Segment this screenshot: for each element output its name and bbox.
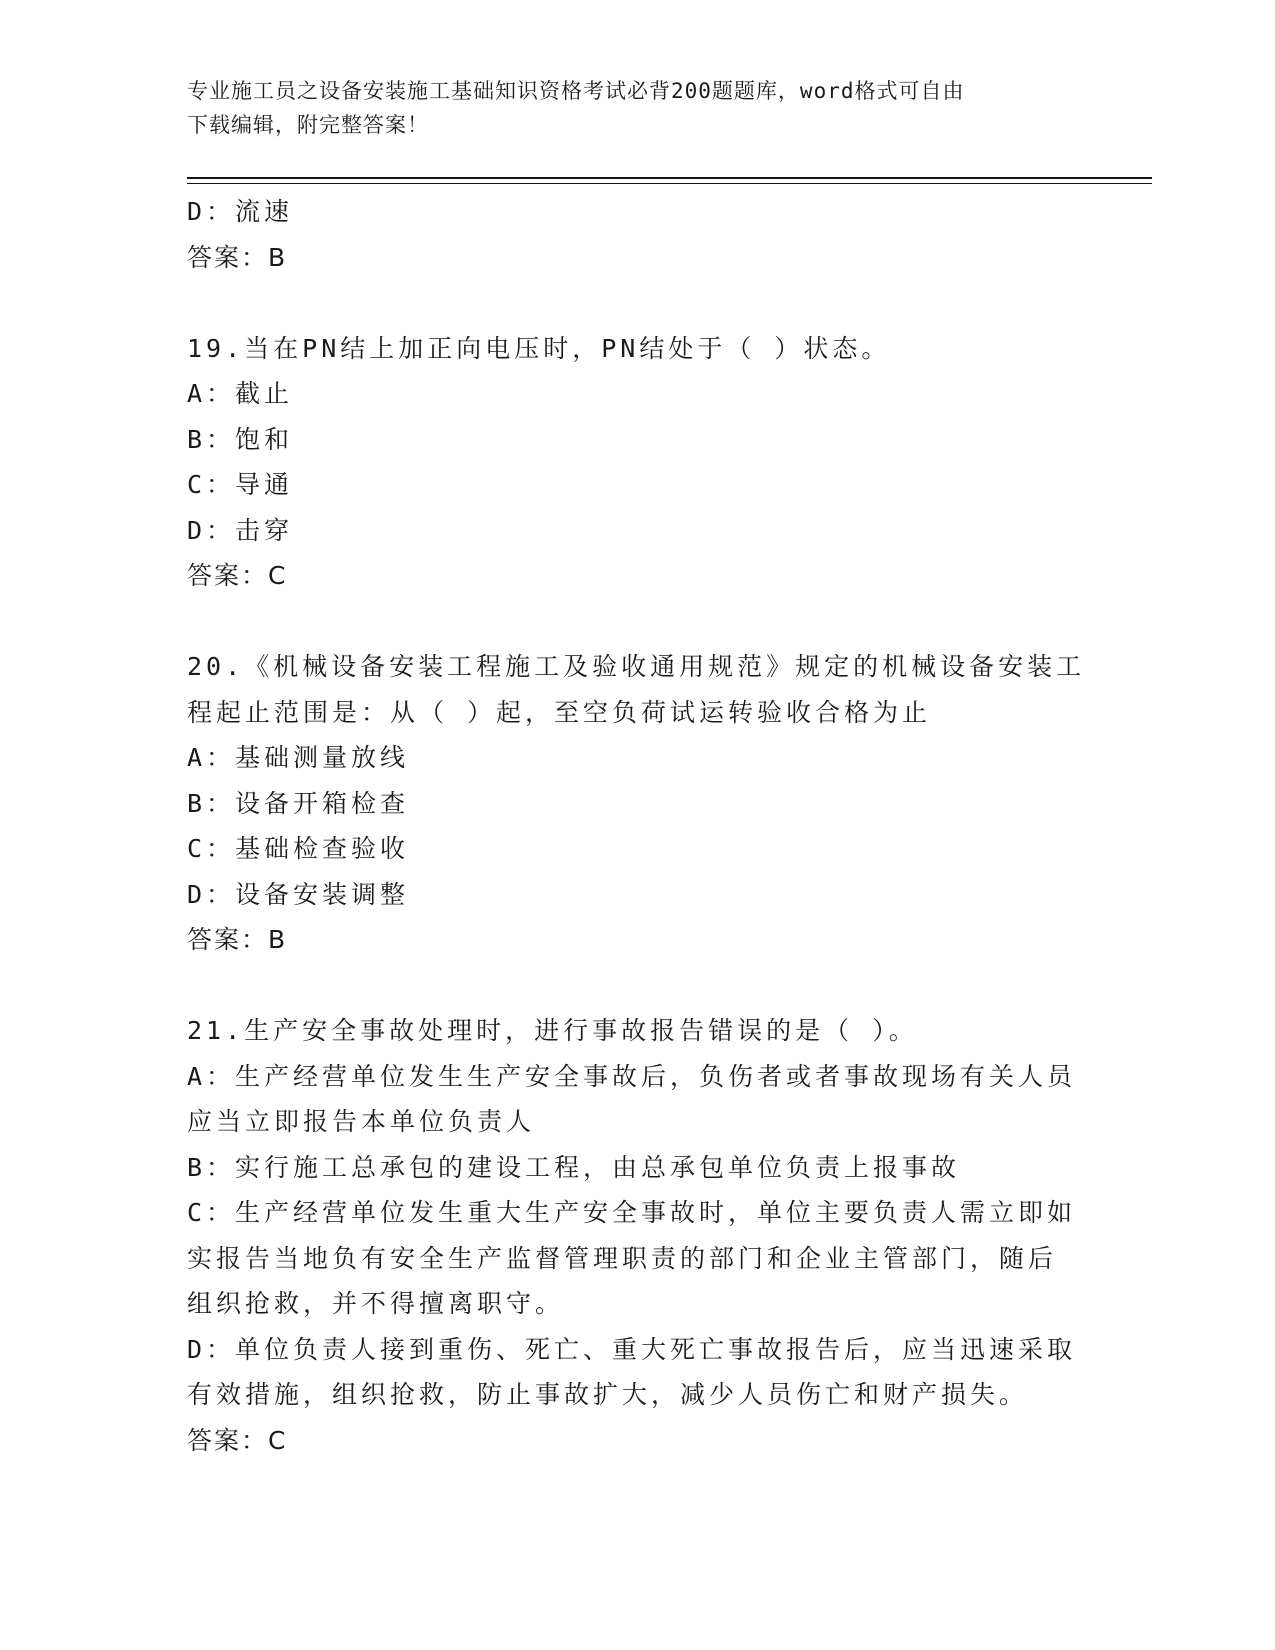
question-19-option-c: C：导通 (187, 470, 294, 499)
question-21-option-c-line-1: C：生产经营单位发生重大生产安全事故时，单位主要负责人需立即如 (187, 1198, 1077, 1227)
spacer (187, 280, 1077, 326)
question-21-answer: 答案：C (187, 1425, 288, 1455)
question-21-option-a-line-2: 应当立即报告本单位负责人 (187, 1107, 536, 1136)
header-line-1: 专业施工员之设备安装施工基础知识资格考试必背200题题库，word格式可自由 (187, 79, 965, 103)
question-21-option-c-line-3: 组织抢救，并不得擅离职守。 (187, 1289, 565, 1318)
question-21-option-d-line-1: D：单位负责人接到重伤、死亡、重大死亡事故报告后，应当迅速采取 (187, 1334, 1077, 1364)
question-20-option-d: D：设备安装调整 (187, 879, 410, 909)
question-19-option-a: A：截止 (187, 379, 294, 408)
header-divider-thick (187, 177, 1152, 179)
question-21-option-b: B：实行施工总承包的建设工程，由总承包单位负责上报事故 (187, 1152, 961, 1182)
spacer (187, 963, 1077, 1009)
document-header (187, 74, 1067, 142)
header-divider-thin (187, 183, 1152, 184)
question-20-option-c: C：基础检查验收 (187, 834, 410, 863)
question-19-text: 19.当在PN结上加正向电压时，PN结处于（ ）状态。 (187, 333, 891, 363)
question-21-option-d-line-2: 有效措施，组织抢救，防止事故扩大，减少人员伤亡和财产损失。 (187, 1380, 1029, 1409)
question-21 (187, 1008, 1077, 1463)
question-content (187, 189, 1086, 1463)
question-19-option-d: D：击穿 (187, 515, 294, 545)
question-21-option-c-line-2: 实报告当地负有安全生产监督管理职责的部门和企业主管部门，随后 (187, 1243, 1058, 1273)
question-19-answer: 答案：C (187, 561, 288, 590)
question-21-text: 21.生产安全事故处理时，进行事故报告错误的是（ ）。 (187, 1016, 918, 1045)
question-20-option-a: A：基础测量放线 (187, 743, 410, 772)
prev-option-d: D：流速 (187, 197, 294, 226)
question-20 (187, 644, 1086, 963)
header-line-2: 下载编辑，附完整答案！ (187, 113, 429, 137)
question-20-option-b: B：设备开箱检查 (187, 788, 410, 818)
question-21-option-a-line-1: A：生产经营单位发生生产安全事故后，负伤者或者事故现场有关人员 (187, 1061, 1077, 1091)
question-20-text-line-2: 程起止范围是：从（ ）起，至空负荷试运转验收合格为止 (187, 697, 932, 727)
question-20-text-line-1: 20.《机械设备安装工程施工及验收通用规范》规定的机械设备安装工 (187, 652, 1086, 681)
prev-answer: 答案：B (187, 242, 288, 272)
question-19-option-b: B：饱和 (187, 424, 294, 454)
spacer (187, 599, 1077, 645)
question-20-answer: 答案：B (187, 925, 288, 954)
question-19 (187, 326, 1077, 599)
